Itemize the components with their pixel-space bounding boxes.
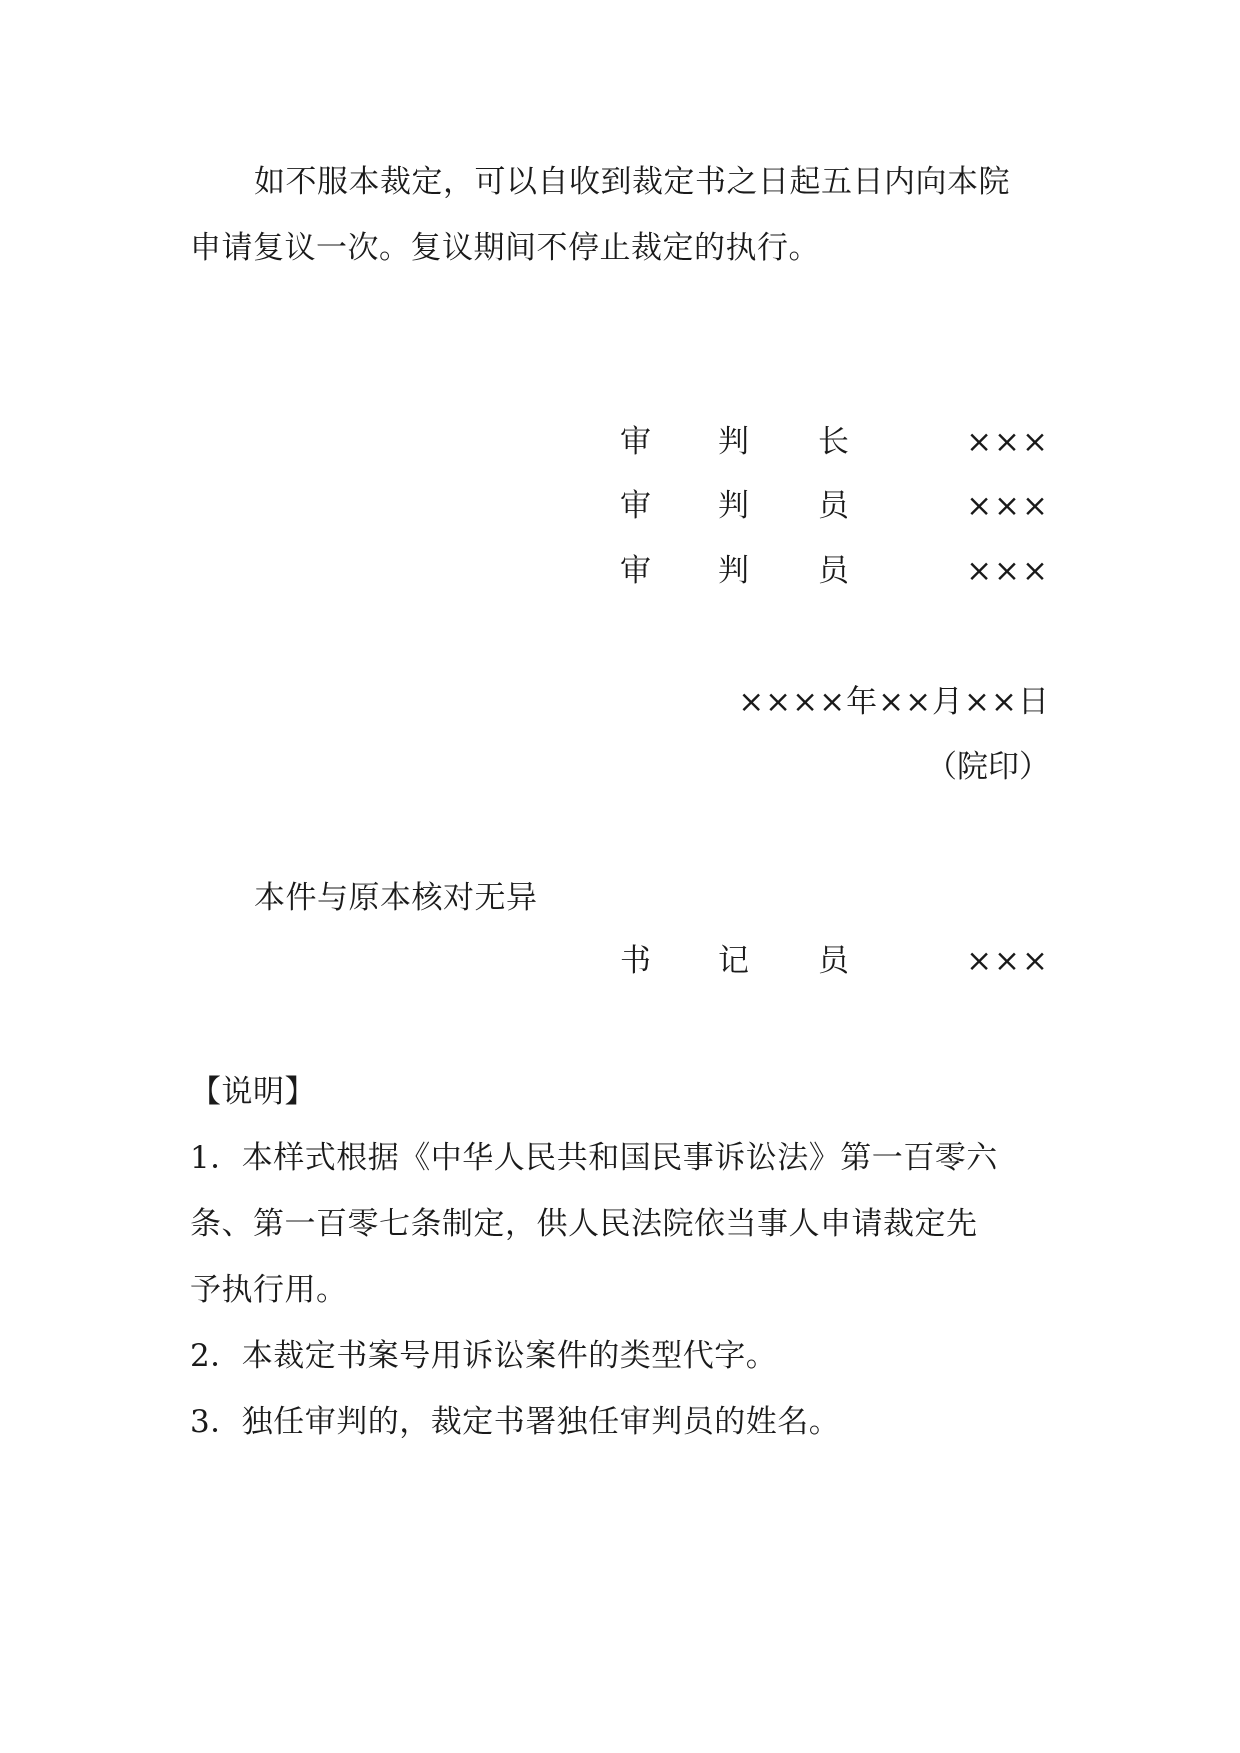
verification-text: 本件与原本核对无异	[254, 880, 538, 916]
signature-title-char: 书	[620, 943, 651, 979]
signature-title-char: 员	[818, 943, 849, 979]
signature-row-presiding-judge	[620, 422, 1050, 462]
signature-row-judge-2	[620, 551, 1050, 591]
signature-name: ×××	[966, 424, 1050, 460]
signature-title-char: 记	[718, 943, 749, 979]
signature-title-char: 判	[718, 553, 749, 589]
signature-title-char: 员	[818, 488, 849, 524]
signature-title-char: 审	[620, 488, 651, 524]
court-seal-note: （院印）	[926, 749, 1050, 785]
signature-title-char: 审	[620, 424, 651, 460]
signature-title-char: 审	[620, 553, 651, 589]
notes-heading: 【说明】	[190, 1074, 316, 1110]
note-line: 予执行用。	[190, 1272, 348, 1308]
signature-title-char: 判	[718, 488, 749, 524]
note-line: 1．本样式根据《中华人民共和国民事诉讼法》第一百零六	[190, 1140, 998, 1176]
note-line: 2．本裁定书案号用诉讼案件的类型代字。	[190, 1338, 778, 1374]
signature-name: ×××	[966, 488, 1050, 524]
signature-row-clerk	[620, 941, 1050, 981]
note-line: 条、第一百零七条制定，供人民法院依当事人申请裁定先	[190, 1206, 978, 1242]
paragraph-line-2: 申请复议一次。复议期间不停止裁定的执行。	[190, 230, 820, 266]
signature-name: ×××	[966, 943, 1050, 979]
signature-title-char: 员	[818, 553, 849, 589]
signature-name: ×××	[966, 553, 1050, 589]
signature-title-char: 判	[718, 424, 749, 460]
paragraph-line-1: 如不服本裁定，可以自收到裁定书之日起五日内向本院	[254, 164, 1010, 200]
note-line: 3．独任审判的，裁定书署独任审判员的姓名。	[190, 1404, 841, 1440]
signature-title-char: 长	[818, 424, 849, 460]
signature-row-judge-1	[620, 486, 1050, 526]
document-date: ××××年××月××日	[738, 684, 1050, 720]
